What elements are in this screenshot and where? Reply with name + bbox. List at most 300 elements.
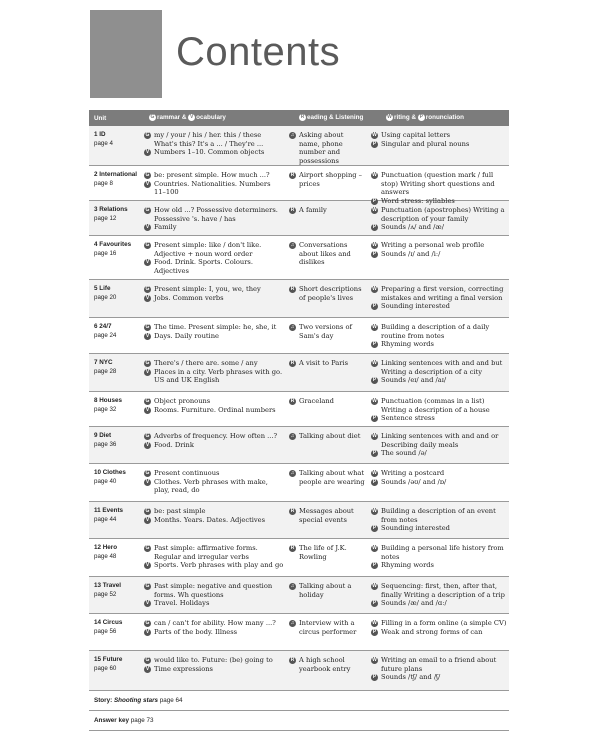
answer-key-line: Answer key page 73 bbox=[89, 711, 509, 731]
grammar-item bbox=[144, 397, 284, 406]
reading-item bbox=[289, 432, 366, 441]
grammar-cell bbox=[139, 656, 284, 686]
grammar-text: Numbers 1–10. Common objects bbox=[154, 148, 265, 157]
pronunciation-badge-icon: P bbox=[372, 674, 377, 681]
table-row bbox=[89, 539, 509, 577]
writing-item bbox=[371, 376, 509, 385]
reading-text: Two versions of Sam's day bbox=[299, 323, 352, 340]
writing-item bbox=[371, 656, 509, 673]
vocabulary-badge-icon: V bbox=[145, 562, 150, 569]
unit-page: page 36 bbox=[94, 440, 117, 448]
table-row bbox=[89, 577, 509, 614]
writing-cell bbox=[366, 285, 509, 313]
grammar-item bbox=[144, 294, 284, 303]
vocabulary-badge-icon: V bbox=[145, 600, 150, 607]
writing-cell bbox=[366, 507, 509, 534]
reading-text: A family bbox=[299, 206, 327, 214]
reading-badge-icon: R bbox=[290, 207, 295, 213]
reading-text: Talking about a holiday bbox=[299, 582, 352, 599]
grammar-cell bbox=[139, 285, 284, 313]
reading-badge-icon: R bbox=[300, 114, 305, 121]
unit-cell bbox=[89, 619, 139, 646]
reading-item bbox=[289, 323, 366, 340]
reading-item bbox=[289, 544, 366, 561]
writing-cell bbox=[366, 131, 509, 161]
unit-name: 3 Relations bbox=[94, 206, 128, 213]
unit-page: page 56 bbox=[94, 627, 117, 635]
writing-text: Singular and plural nouns bbox=[381, 139, 470, 148]
grammar-text: Parts of the body. Illness bbox=[154, 627, 238, 636]
grammar-item bbox=[144, 241, 284, 258]
writing-item bbox=[371, 582, 509, 599]
writing-text: Sounding interested bbox=[381, 302, 450, 311]
grammar-text: would like to. Future: (be) going to bbox=[154, 656, 273, 664]
unit-page: page 16 bbox=[94, 249, 117, 257]
writing-cell bbox=[366, 619, 509, 646]
grammar-badge-icon: G bbox=[145, 470, 150, 476]
grammar-item bbox=[144, 599, 284, 608]
writing-text: Writing an email to a friend about future plans bbox=[381, 656, 497, 673]
grammar-badge-icon: G bbox=[145, 324, 150, 330]
unit-cell bbox=[89, 131, 139, 161]
grammar-item bbox=[144, 171, 284, 180]
grammar-item bbox=[144, 544, 284, 561]
writing-item bbox=[371, 359, 509, 376]
unit-cell bbox=[89, 544, 139, 572]
writing-cell bbox=[366, 323, 509, 349]
writing-item bbox=[371, 397, 509, 414]
reading-badge-icon: R bbox=[290, 286, 295, 292]
writing-item bbox=[371, 449, 509, 458]
grammar-cell bbox=[139, 619, 284, 646]
unit-cell bbox=[89, 206, 139, 231]
unit-name: 4 Favourites bbox=[94, 241, 132, 248]
unit-page: page 44 bbox=[94, 515, 117, 523]
listening-badge-icon: ♫ bbox=[290, 433, 295, 439]
listening-badge-icon: ♫ bbox=[290, 132, 295, 138]
reading-item bbox=[289, 206, 366, 215]
unit-name: 10 Clothes bbox=[94, 469, 126, 476]
writing-item bbox=[371, 131, 509, 140]
writing-badge-icon: W bbox=[372, 324, 377, 330]
grammar-text: Past simple: negative and question forms. Wh questions bbox=[154, 582, 273, 599]
grammar-badge-icon: G bbox=[145, 132, 150, 138]
writing-item bbox=[371, 206, 509, 223]
writing-cell bbox=[366, 206, 509, 231]
unit-cell bbox=[89, 323, 139, 349]
writing-item bbox=[371, 561, 509, 570]
unit-page: page 24 bbox=[94, 331, 117, 339]
vocabulary-badge-icon: V bbox=[189, 114, 194, 121]
reading-text: Airport shopping – prices bbox=[299, 171, 363, 188]
reading-cell bbox=[284, 206, 366, 231]
grammar-item bbox=[144, 432, 284, 441]
header-reading: R eading & Listening bbox=[300, 114, 364, 122]
grammar-text: Clothes. Verb phrases with make, play, read, do bbox=[154, 477, 268, 495]
grammar-item bbox=[144, 582, 284, 599]
writing-cell bbox=[366, 656, 509, 686]
table-header bbox=[89, 110, 509, 126]
grammar-item bbox=[144, 131, 284, 148]
writing-item bbox=[371, 524, 509, 533]
reading-item bbox=[289, 582, 366, 599]
writing-item bbox=[371, 628, 509, 637]
grammar-badge-icon: G bbox=[145, 172, 150, 178]
reading-cell bbox=[284, 619, 366, 646]
header-grammar: G rammar & V ocabulary bbox=[150, 114, 226, 122]
vocabulary-badge-icon: V bbox=[145, 478, 150, 485]
writing-badge-icon: W bbox=[387, 114, 392, 121]
grammar-text: Countries. Nationalities. Numbers 11–100 bbox=[154, 179, 271, 197]
writing-item bbox=[371, 507, 509, 524]
grammar-text: The time. Present simple: he, she, it bbox=[154, 323, 277, 331]
vocabulary-badge-icon: V bbox=[145, 180, 150, 187]
table-row bbox=[89, 502, 509, 539]
pronunciation-badge-icon: P bbox=[419, 114, 423, 121]
grammar-item bbox=[144, 516, 284, 525]
writing-badge-icon: W bbox=[372, 398, 377, 404]
header-writing: W riting & P ronunciation bbox=[387, 114, 464, 122]
reading-badge-icon: R bbox=[290, 172, 295, 178]
reading-text: The life of J.K. Rowling bbox=[299, 544, 347, 561]
grammar-badge-icon: G bbox=[145, 583, 150, 589]
writing-badge-icon: W bbox=[372, 657, 377, 663]
unit-cell bbox=[89, 507, 139, 534]
grammar-text: There's / there are. some / any bbox=[154, 359, 258, 367]
writing-text: Linking sentences with and and or Describing daily meals bbox=[381, 432, 499, 449]
table-row bbox=[89, 427, 509, 464]
writing-item bbox=[371, 302, 509, 311]
writing-badge-icon: W bbox=[372, 508, 377, 514]
writing-badge-icon: W bbox=[372, 242, 377, 248]
table-row bbox=[89, 464, 509, 502]
unit-cell bbox=[89, 171, 139, 196]
writing-text: Sounding interested bbox=[381, 524, 450, 533]
writing-text: Sounds /əʊ/ and /ɒ/ bbox=[381, 477, 447, 486]
reading-text: Interview with a circus performer bbox=[299, 619, 357, 636]
writing-text: Punctuation (apostrophes) Writing a description of your family bbox=[381, 206, 505, 223]
grammar-item bbox=[144, 180, 284, 197]
writing-item bbox=[371, 619, 509, 628]
writing-text: Building a personal life history from notes bbox=[381, 544, 504, 561]
writing-badge-icon: W bbox=[372, 545, 377, 551]
unit-page: page 32 bbox=[94, 405, 117, 413]
grammar-badge-icon: G bbox=[145, 398, 150, 404]
writing-text: Sounds /ɪ/ and /iː/ bbox=[381, 249, 441, 258]
listening-badge-icon: ♫ bbox=[290, 583, 295, 589]
grammar-badge-icon: G bbox=[145, 433, 150, 439]
grammar-text: Time expressions bbox=[154, 664, 213, 673]
reading-item bbox=[289, 241, 366, 267]
pronunciation-badge-icon: P bbox=[372, 478, 377, 485]
vocabulary-badge-icon: V bbox=[145, 516, 150, 523]
unit-name: 7 NYC bbox=[94, 359, 113, 366]
vocabulary-badge-icon: V bbox=[145, 406, 150, 413]
table-row bbox=[89, 318, 509, 354]
unit-cell bbox=[89, 397, 139, 422]
reading-item bbox=[289, 171, 366, 188]
grammar-text: Rooms. Furniture. Ordinal numbers bbox=[154, 405, 276, 414]
story-title: Shooting stars bbox=[113, 697, 159, 704]
writing-text: Rhyming words bbox=[381, 561, 434, 570]
table-row bbox=[89, 651, 509, 691]
reading-cell bbox=[284, 582, 366, 609]
unit-page: page 4 bbox=[94, 139, 113, 147]
reading-item bbox=[289, 397, 366, 406]
unit-name: 15 Future bbox=[94, 656, 123, 663]
pronunciation-badge-icon: P bbox=[372, 250, 377, 257]
writing-text: Writing a personal web profile bbox=[381, 241, 485, 249]
vocabulary-badge-icon: V bbox=[145, 149, 150, 156]
writing-item bbox=[371, 544, 509, 561]
reading-text: Short descriptions of people's lives bbox=[299, 285, 362, 302]
grammar-item bbox=[144, 665, 284, 674]
writing-text: Linking sentences with and and but Writing a description of a city bbox=[381, 359, 503, 376]
unit-name: 14 Circus bbox=[94, 619, 123, 626]
grammar-badge-icon: G bbox=[145, 545, 150, 551]
unit-cell bbox=[89, 241, 139, 275]
reading-badge-icon: R bbox=[290, 657, 295, 663]
writing-text: Sounds /æ/ and /ɑː/ bbox=[381, 599, 447, 608]
reading-text: Graceland bbox=[299, 397, 334, 405]
vocabulary-badge-icon: V bbox=[145, 224, 150, 231]
grammar-item bbox=[144, 406, 284, 415]
unit-name: 8 Houses bbox=[94, 397, 122, 404]
writing-badge-icon: W bbox=[372, 583, 377, 589]
vocabulary-badge-icon: V bbox=[145, 368, 150, 375]
grammar-text: Present continuous bbox=[154, 469, 220, 477]
writing-text: Preparing a first version, correcting mistakes and writing a final version bbox=[381, 285, 504, 302]
writing-text: Sounds /ʌ/ and /æ/ bbox=[381, 223, 444, 232]
unit-cell bbox=[89, 582, 139, 609]
grammar-text: Sports. Verb phrases with play and go bbox=[154, 561, 284, 570]
pronunciation-badge-icon: P bbox=[372, 562, 377, 569]
grammar-cell bbox=[139, 507, 284, 534]
unit-cell bbox=[89, 469, 139, 497]
reading-cell bbox=[284, 323, 366, 349]
unit-name: 11 Events bbox=[94, 507, 124, 514]
grammar-text: Past simple: affirmative forms. Regular and irregular verbs bbox=[154, 544, 258, 561]
grammar-cell bbox=[139, 469, 284, 497]
grammar-item bbox=[144, 368, 284, 385]
grammar-badge-icon: G bbox=[145, 242, 150, 248]
grammar-item bbox=[144, 323, 284, 332]
pronunciation-badge-icon: P bbox=[372, 377, 377, 384]
reading-cell bbox=[284, 469, 366, 497]
grammar-text: Months. Years. Dates. Adjectives bbox=[154, 515, 266, 524]
page-title: Contents bbox=[176, 30, 341, 74]
unit-page: page 28 bbox=[94, 367, 117, 375]
writing-text: Sounds /tʃ/ and /ʃ/ bbox=[381, 673, 441, 682]
pronunciation-badge-icon: P bbox=[372, 525, 377, 532]
writing-item bbox=[371, 285, 509, 302]
grammar-item bbox=[144, 507, 284, 516]
writing-item bbox=[371, 241, 509, 250]
unit-name: 13 Travel bbox=[94, 582, 121, 589]
writing-text: Punctuation (question mark / full stop) Writing short questions and answers bbox=[381, 171, 495, 197]
writing-text: Word stress: syllables bbox=[381, 196, 455, 205]
reading-cell bbox=[284, 656, 366, 686]
writing-item bbox=[371, 171, 509, 197]
table-row bbox=[89, 614, 509, 651]
grammar-item bbox=[144, 223, 284, 232]
grammar-badge-icon: G bbox=[150, 114, 155, 121]
unit-name: 12 Hero bbox=[94, 544, 118, 551]
reading-item bbox=[289, 656, 366, 673]
writing-badge-icon: W bbox=[372, 360, 377, 366]
grammar-item bbox=[144, 561, 284, 570]
grammar-item bbox=[144, 258, 284, 275]
writing-cell bbox=[366, 432, 509, 459]
writing-cell bbox=[366, 544, 509, 572]
grammar-badge-icon: G bbox=[145, 207, 150, 213]
writing-text: Building a description of an event from notes bbox=[381, 507, 496, 524]
unit-page: page 12 bbox=[94, 214, 117, 222]
writing-cell bbox=[366, 359, 509, 387]
grammar-item bbox=[144, 469, 284, 478]
reading-item bbox=[289, 131, 366, 165]
reading-cell bbox=[284, 397, 366, 422]
grammar-cell bbox=[139, 544, 284, 572]
pronunciation-badge-icon: P bbox=[372, 197, 377, 204]
reading-text: Asking about name, phone number and possessions bbox=[299, 131, 344, 165]
table-row bbox=[89, 392, 509, 427]
grammar-cell bbox=[139, 206, 284, 231]
decorative-block bbox=[90, 10, 162, 98]
reading-badge-icon: R bbox=[290, 398, 295, 404]
grammar-text: Family bbox=[154, 223, 177, 232]
pronunciation-badge-icon: P bbox=[372, 450, 377, 457]
writing-item bbox=[371, 414, 509, 423]
writing-cell bbox=[366, 397, 509, 422]
contents-table bbox=[89, 110, 509, 731]
grammar-item bbox=[144, 441, 284, 450]
grammar-item bbox=[144, 285, 284, 294]
grammar-text: How old ...? Possessive determiners. Possessive 's. have / has bbox=[154, 206, 278, 223]
grammar-cell bbox=[139, 131, 284, 161]
grammar-text: be: present simple. How much ...? bbox=[154, 171, 270, 179]
writing-item bbox=[371, 223, 509, 232]
writing-badge-icon: W bbox=[372, 433, 377, 439]
grammar-text: Days. Daily routine bbox=[154, 331, 219, 340]
reading-badge-icon: R bbox=[290, 360, 295, 366]
grammar-text: be: past simple bbox=[154, 507, 206, 515]
reading-cell bbox=[284, 241, 366, 275]
unit-cell bbox=[89, 656, 139, 686]
reading-cell bbox=[284, 359, 366, 387]
unit-page: page 8 bbox=[94, 179, 113, 187]
writing-item bbox=[371, 140, 509, 149]
writing-item bbox=[371, 432, 509, 449]
unit-page: page 48 bbox=[94, 552, 117, 560]
writing-cell bbox=[366, 241, 509, 275]
vocabulary-badge-icon: V bbox=[145, 294, 150, 301]
grammar-item bbox=[144, 628, 284, 637]
writing-item bbox=[371, 673, 509, 682]
pronunciation-badge-icon: P bbox=[372, 303, 377, 310]
listening-badge-icon: ♫ bbox=[290, 242, 295, 248]
unit-page: page 40 bbox=[94, 477, 117, 485]
writing-text: Writing a postcard bbox=[381, 469, 445, 477]
listening-badge-icon: ♫ bbox=[290, 620, 295, 626]
grammar-item bbox=[144, 148, 284, 157]
reading-text: Conversations about likes and dislikes bbox=[299, 241, 351, 267]
unit-name: 5 Life bbox=[94, 285, 111, 292]
grammar-cell bbox=[139, 432, 284, 459]
grammar-item bbox=[144, 359, 284, 368]
writing-badge-icon: W bbox=[372, 470, 377, 476]
reading-cell bbox=[284, 544, 366, 572]
unit-page: page 20 bbox=[94, 293, 117, 301]
unit-name: 6 24/7 bbox=[94, 323, 112, 330]
reading-item bbox=[289, 507, 366, 524]
pronunciation-badge-icon: P bbox=[372, 341, 377, 348]
grammar-badge-icon: G bbox=[145, 360, 150, 366]
table-row bbox=[89, 354, 509, 392]
writing-item bbox=[371, 478, 509, 487]
grammar-item bbox=[144, 478, 284, 495]
unit-page: page 60 bbox=[94, 664, 117, 672]
writing-cell bbox=[366, 469, 509, 497]
grammar-cell bbox=[139, 582, 284, 609]
grammar-badge-icon: G bbox=[145, 657, 150, 663]
grammar-text: Food. Drink bbox=[154, 440, 194, 449]
pronunciation-badge-icon: P bbox=[372, 224, 377, 231]
unit-name: 1 ID bbox=[94, 131, 106, 138]
grammar-text: Food. Drink. Sports. Colours. Adjectives bbox=[154, 258, 253, 275]
writing-item bbox=[371, 197, 509, 206]
reading-cell bbox=[284, 171, 366, 196]
grammar-item bbox=[144, 656, 284, 665]
grammar-cell bbox=[139, 359, 284, 387]
grammar-text: Object pronouns bbox=[154, 397, 211, 405]
writing-badge-icon: W bbox=[372, 286, 377, 292]
table-body bbox=[89, 126, 509, 691]
writing-text: Punctuation (commas in a list) Writing a description of a house bbox=[381, 397, 490, 414]
pronunciation-badge-icon: P bbox=[372, 600, 377, 607]
writing-badge-icon: W bbox=[372, 172, 377, 178]
grammar-text: Places in a city. Verb phrases with go. US and UK English bbox=[154, 367, 283, 385]
writing-text: Sentence stress bbox=[381, 414, 435, 423]
grammar-text: my / your / his / her. this / these What's this? It's a ... / They're ... bbox=[154, 131, 264, 148]
writing-text: Weak and strong forms of can bbox=[381, 627, 483, 636]
grammar-text: Present simple: I, you, we, they bbox=[154, 285, 261, 293]
writing-badge-icon: W bbox=[372, 132, 377, 138]
story-line: Story: Shooting stars page 64 bbox=[89, 691, 509, 711]
writing-text: The sound /ə/ bbox=[381, 449, 427, 458]
pronunciation-badge-icon: P bbox=[372, 140, 377, 147]
grammar-badge-icon: G bbox=[145, 620, 150, 626]
writing-cell bbox=[366, 582, 509, 609]
reading-badge-icon: R bbox=[290, 545, 295, 551]
vocabulary-badge-icon: V bbox=[145, 628, 150, 635]
vocabulary-badge-icon: V bbox=[145, 665, 150, 672]
writing-item bbox=[371, 469, 509, 478]
unit-page: page 52 bbox=[94, 590, 117, 598]
grammar-badge-icon: G bbox=[145, 286, 150, 292]
unit-cell bbox=[89, 359, 139, 387]
grammar-item bbox=[144, 619, 284, 628]
writing-badge-icon: W bbox=[372, 620, 377, 626]
vocabulary-badge-icon: V bbox=[145, 441, 150, 448]
unit-name: 2 International bbox=[94, 171, 138, 178]
vocabulary-badge-icon: V bbox=[145, 259, 150, 266]
grammar-item bbox=[144, 332, 284, 341]
grammar-text: can / can't for ability. How many ...? bbox=[154, 619, 276, 627]
vocabulary-badge-icon: V bbox=[145, 332, 150, 339]
reading-badge-icon: R bbox=[290, 508, 295, 514]
pronunciation-badge-icon: P bbox=[372, 628, 377, 635]
